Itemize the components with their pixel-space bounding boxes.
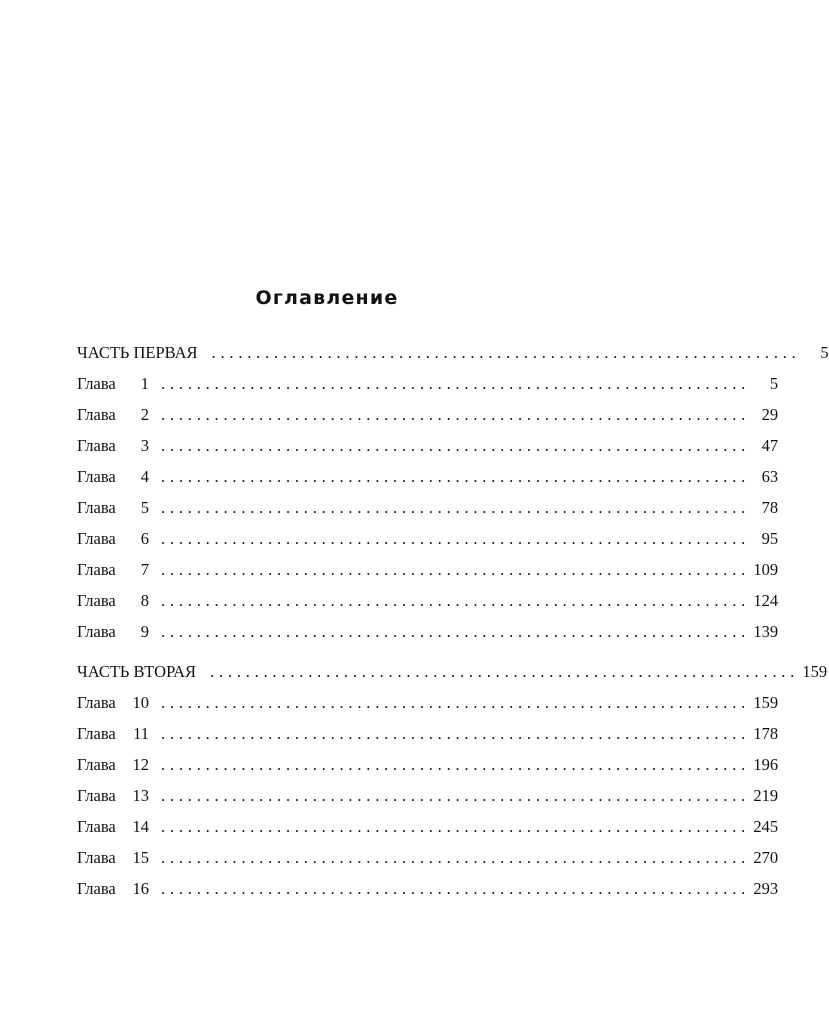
toc-chapter-entry[interactable] — [77, 616, 779, 647]
dot-leader: .................................................................. — [161, 436, 751, 455]
page-number: 159 — [753, 693, 779, 712]
chapter-number: 16 — [132, 879, 149, 898]
part-title: ЧАСТЬ ПЕРВАЯ — [77, 343, 198, 362]
dot-leader: .................................................................. — [211, 343, 801, 362]
toc-chapter-entry[interactable] — [77, 585, 779, 616]
chapter-number: 2 — [140, 405, 149, 424]
toc-chapter-entry[interactable] — [77, 430, 779, 461]
dot-leader: .................................................................. — [161, 755, 751, 774]
toc-chapter-entry[interactable] — [77, 368, 779, 399]
chapter-title — [77, 371, 149, 396]
chapter-number: 3 — [140, 436, 149, 455]
chapter-number: 14 — [132, 817, 149, 836]
chapter-number: 7 — [140, 560, 149, 579]
chapter-number: 9 — [140, 622, 149, 641]
page-number: 219 — [753, 786, 779, 805]
toc-chapter-entry[interactable] — [77, 461, 779, 492]
page-number: 78 — [761, 498, 779, 517]
page-title: Оглавление — [255, 287, 399, 309]
chapter-number: 13 — [132, 786, 149, 805]
page-number: 245 — [753, 817, 779, 836]
dot-leader: .................................................................. — [161, 693, 751, 712]
chapter-title — [77, 433, 149, 458]
chapter-word: Глава — [77, 374, 116, 393]
chapter-word: Глава — [77, 817, 116, 836]
chapter-word: Глава — [77, 724, 116, 743]
chapter-number: 5 — [140, 498, 149, 517]
page-number: 124 — [753, 591, 779, 610]
toc-chapter-entry[interactable] — [77, 811, 779, 842]
chapter-word: Глава — [77, 529, 116, 548]
chapter-word: Глава — [77, 693, 116, 712]
chapter-title — [77, 876, 149, 901]
chapter-number: 6 — [140, 529, 149, 548]
dot-leader: .................................................................. — [161, 591, 751, 610]
dot-leader: .................................................................. — [161, 724, 751, 743]
chapter-title — [77, 588, 149, 613]
chapter-title — [77, 402, 149, 427]
chapter-word: Глава — [77, 560, 116, 579]
page-number: 5 — [820, 343, 829, 362]
chapter-title — [77, 495, 149, 520]
dot-leader: .................................................................. — [161, 498, 751, 517]
page-number: 47 — [761, 436, 779, 455]
chapter-number: 12 — [132, 755, 149, 774]
chapter-number: 8 — [140, 591, 149, 610]
toc-chapter-entry[interactable] — [77, 492, 779, 523]
toc-part-entry[interactable] — [77, 656, 828, 687]
page-number: 293 — [753, 879, 779, 898]
chapter-word: Глава — [77, 591, 116, 610]
chapter-title — [77, 526, 149, 551]
chapter-title — [77, 690, 149, 715]
table-of-contents — [77, 337, 829, 904]
chapter-number: 1 — [140, 374, 149, 393]
toc-chapter-entry[interactable] — [77, 523, 779, 554]
page-number: 63 — [761, 467, 779, 486]
dot-leader: .................................................................. — [210, 662, 800, 681]
toc-chapter-entry[interactable] — [77, 399, 779, 430]
chapter-number: 11 — [133, 724, 149, 743]
chapter-word: Глава — [77, 436, 116, 455]
chapter-title — [77, 752, 149, 777]
page-number: 270 — [753, 848, 779, 867]
page-number: 29 — [761, 405, 779, 424]
dot-leader: .................................................................. — [161, 374, 751, 393]
chapter-number: 15 — [132, 848, 149, 867]
page-number: 95 — [761, 529, 779, 548]
page-number: 178 — [753, 724, 779, 743]
chapter-number: 4 — [140, 467, 149, 486]
toc-chapter-entry[interactable] — [77, 554, 779, 585]
chapter-title — [77, 464, 149, 489]
chapter-title — [77, 783, 149, 808]
chapter-title — [77, 814, 149, 839]
toc-chapter-entry[interactable] — [77, 842, 779, 873]
page-number: 139 — [753, 622, 779, 641]
toc-chapter-entry[interactable] — [77, 873, 779, 904]
dot-leader: .................................................................. — [161, 879, 751, 898]
chapter-title — [77, 619, 149, 644]
dot-leader: .................................................................. — [161, 405, 751, 424]
chapter-title — [77, 557, 149, 582]
chapter-word: Глава — [77, 755, 116, 774]
chapter-title — [77, 721, 149, 746]
chapter-word: Глава — [77, 786, 116, 805]
dot-leader: .................................................................. — [161, 560, 751, 579]
chapter-word: Глава — [77, 622, 116, 641]
dot-leader: .................................................................. — [161, 622, 751, 641]
toc-part-entry[interactable] — [77, 337, 829, 368]
dot-leader: .................................................................. — [161, 529, 751, 548]
chapter-word: Глава — [77, 848, 116, 867]
toc-chapter-entry[interactable] — [77, 687, 779, 718]
page-number: 196 — [753, 755, 779, 774]
part-title: ЧАСТЬ ВТОРАЯ — [77, 662, 197, 681]
page-number: 159 — [802, 662, 828, 681]
toc-chapter-entry[interactable] — [77, 718, 779, 749]
dot-leader: .................................................................. — [161, 467, 751, 486]
chapter-number: 10 — [132, 693, 149, 712]
toc-chapter-entry[interactable] — [77, 780, 779, 811]
page-number: 109 — [753, 560, 779, 579]
dot-leader: .................................................................. — [161, 786, 751, 805]
dot-leader: .................................................................. — [161, 817, 751, 836]
page-number: 5 — [769, 374, 779, 393]
chapter-word: Глава — [77, 405, 116, 424]
chapter-word: Глава — [77, 467, 116, 486]
chapter-word: Глава — [77, 879, 116, 898]
chapter-word: Глава — [77, 498, 116, 517]
dot-leader: .................................................................. — [161, 848, 751, 867]
chapter-title — [77, 845, 149, 870]
toc-chapter-entry[interactable] — [77, 749, 779, 780]
